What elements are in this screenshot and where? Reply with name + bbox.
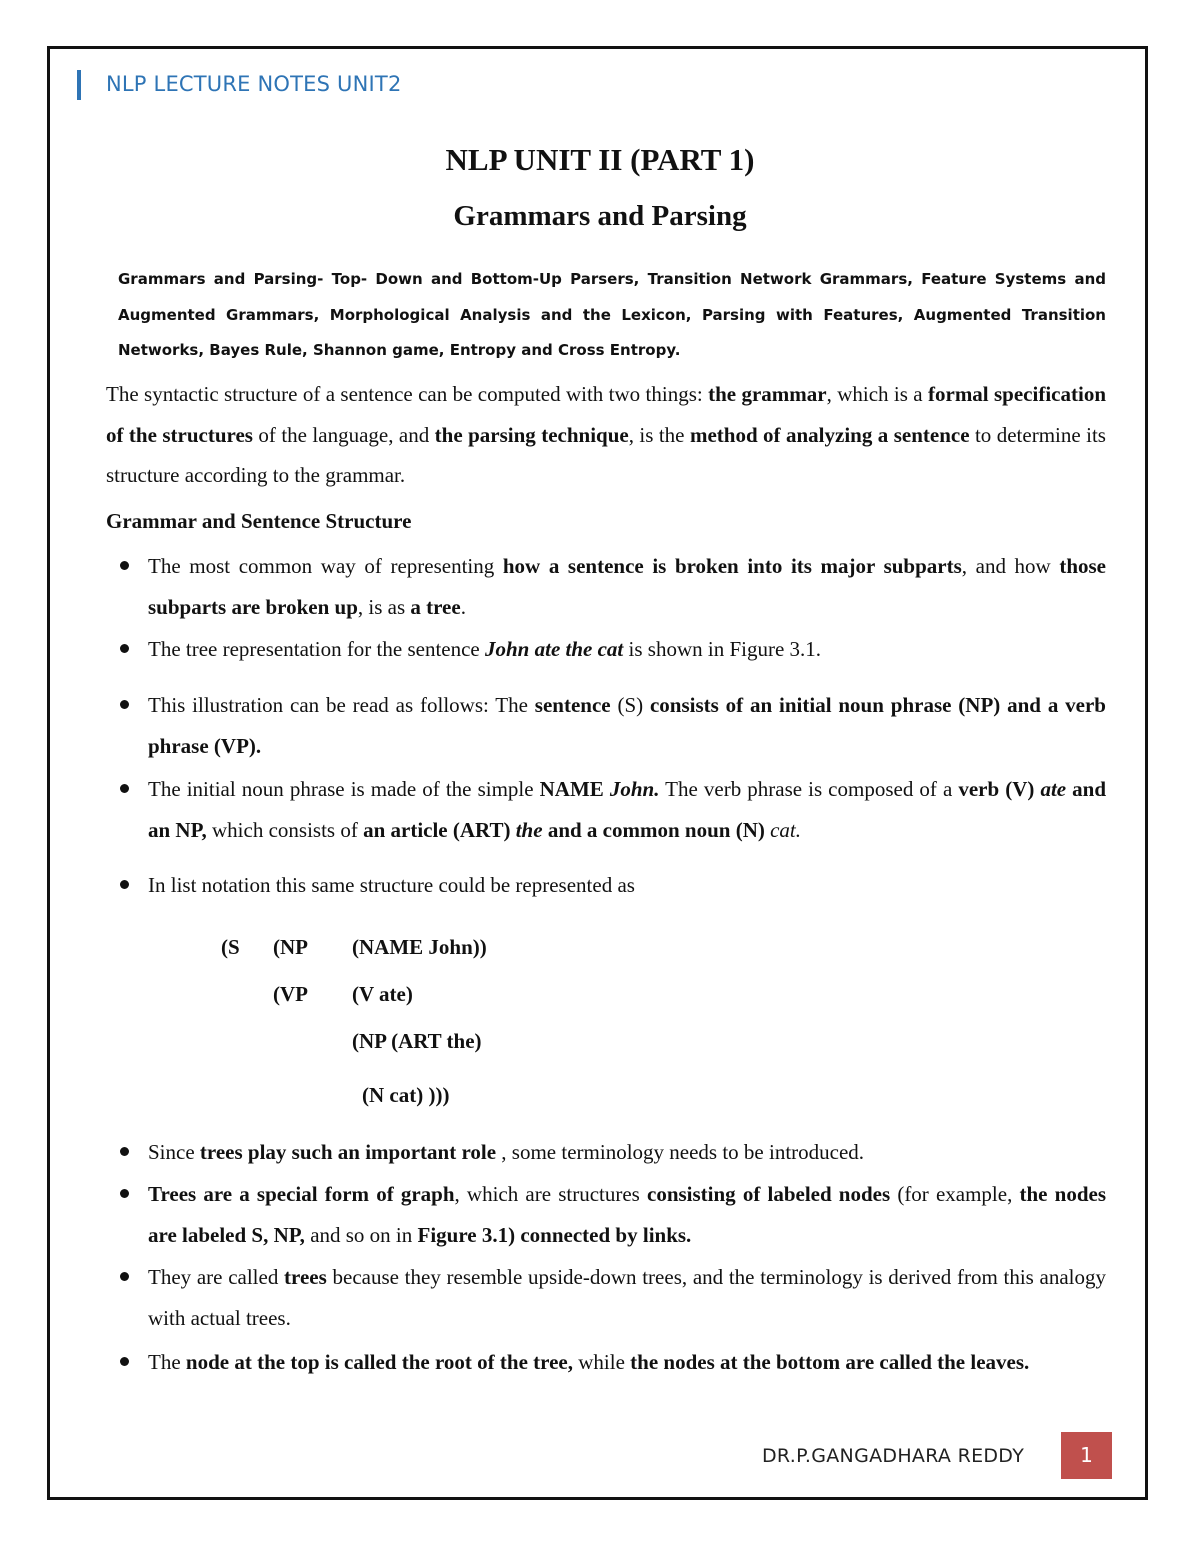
bullet-item: The most common way of representing how a sentence is broken into its major subparts, and how those subparts are broken up, is as a tree. bbox=[148, 546, 1106, 627]
list-notation-np: (NP bbox=[273, 935, 308, 959]
bullet-item: Trees are a special form of graph, which are structures consisting of labeled nodes (for example, the nodes are labeled S, NP, and so on in Figure 3.1) connected by links. bbox=[148, 1174, 1106, 1255]
bullet-dot bbox=[120, 1272, 129, 1281]
page-number: 1 bbox=[1061, 1432, 1112, 1479]
header-title: NLP LECTURE NOTES UNIT2 bbox=[106, 72, 402, 96]
bullet-item: In list notation this same structure could be represented as bbox=[148, 865, 1106, 906]
bullet-item: This illustration can be read as follows: The sentence (S) consists of an initial noun phrase (NP) and a verb phrase (VP). bbox=[148, 685, 1106, 766]
document-title: NLP UNIT II (PART 1) bbox=[445, 142, 755, 177]
bullet-dot bbox=[120, 784, 129, 793]
section-heading: Grammar and Sentence Structure bbox=[106, 509, 412, 533]
bullet-dot bbox=[120, 700, 129, 709]
bullet-item: The initial noun phrase is made of the simple NAME John. The verb phrase is composed of a verb (V) ate and an NP, which consists of an article (ART) the and a common noun (N) cat. bbox=[148, 769, 1106, 850]
header-accent-bar bbox=[77, 70, 81, 100]
topics-list: Grammars and Parsing- Top- Down and Bottom-Up Parsers, Transition Network Grammars, Feature Systems and Augmented Grammars, Morphological Analysis and the Lexicon, Parsing with Features, Augmented Transition Networks, Bayes Rule, Shannon game, Entropy and Cross Entropy. bbox=[118, 270, 1106, 359]
list-notation-n: (N cat) ))) bbox=[362, 1083, 450, 1107]
document-subtitle: Grammars and Parsing bbox=[453, 200, 747, 232]
list-notation-np-art: (NP (ART the) bbox=[352, 1029, 482, 1053]
bullet-dot bbox=[120, 644, 129, 653]
bullet-dot bbox=[120, 1357, 129, 1366]
bullet-item: They are called trees because they resemble upside-down trees, and the terminology is derived from this analogy with actual trees. bbox=[148, 1257, 1106, 1338]
bullet-item: Since trees play such an important role , some terminology needs to be introduced. bbox=[148, 1132, 1106, 1173]
intro-paragraph: The syntactic structure of a sentence can be computed with two things: the grammar, which is a formal specification of the structures of the language, and the parsing technique, is the method of analyzing a sentence to determine its structure according to the grammar. bbox=[106, 382, 1106, 487]
bullet-dot bbox=[120, 880, 129, 889]
footer-author: DR.P.GANGADHARA REDDY bbox=[762, 1445, 1025, 1467]
list-notation-v: (V ate) bbox=[352, 982, 413, 1006]
bullet-dot bbox=[120, 561, 129, 570]
list-notation-vp: (VP bbox=[273, 982, 308, 1006]
bullet-item: The node at the top is called the root of the tree, while the nodes at the bottom are called the leaves. bbox=[148, 1342, 1106, 1383]
bullet-dot bbox=[120, 1189, 129, 1198]
bullet-item: The tree representation for the sentence John ate the cat is shown in Figure 3.1. bbox=[148, 629, 1106, 670]
bullet-dot bbox=[120, 1147, 129, 1156]
list-notation-s: (S bbox=[221, 935, 240, 959]
list-notation-name: (NAME John)) bbox=[352, 935, 487, 959]
